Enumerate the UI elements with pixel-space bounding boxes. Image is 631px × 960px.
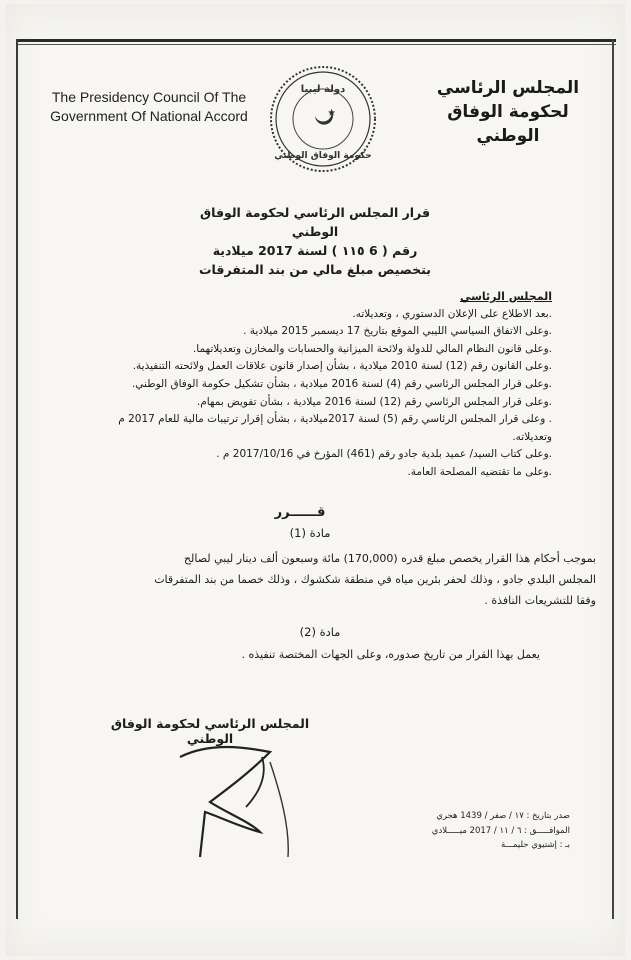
government-seal-icon [268,64,378,174]
top-border-line-thin [16,44,616,45]
preamble-line: .وعلى كتاب السيد/ عميد بلدية جادو رقم (461) المؤرخ في 2017/10/16 م . [216,448,552,461]
english-header-line1: The Presidency Council Of The [51,89,247,105]
arabic-header-line1: المجلس الرئاسي [436,78,580,98]
preamble-line: .وعلى ما تقتضيه المصلحة العامة. [407,465,552,478]
english-header-line2: Government Of National Accord [50,108,248,124]
footer-dates [390,809,570,853]
article1-line: بموجب أحكام هذا القرار يخصص مبلغ قدره (170,000) مائة وسبعون ألف دينار ليبي لصالح [183,552,596,565]
english-header [34,88,264,126]
decision-title [190,203,440,279]
article1-body [40,548,596,611]
preamble-line: . وعلى قرار المجلس الرئاسي رقم (5) لسنة 2017ميلادية ، بشأن إقرار ترتيبات مالية للعام 2017 م [118,413,552,426]
signature-title: المجلس الرئاسي لحكومة الوفاق الوطني [110,716,310,746]
arabic-header-line2: لحكومة الوفاق الوطني [447,102,569,146]
left-border-line [16,39,18,919]
article2-title: مادة (2) [299,625,341,639]
preamble-line: .وعلى الاتفاق السياسي الليبي الموقع بتاريخ 17 ديسمبر 2015 ميلادية . [243,325,552,338]
preamble-line: .وعلى قرار المجلس الرئاسي رقم (12) لسنة 2016 ميلادية ، بشأن تفويض بمهام. [196,395,552,408]
title-line2: رقم ( 6 ١١٥ ) لسنة 2017 ميلادية [212,243,418,258]
article1-line: وفقا للتشريعات النافذة . [484,594,596,607]
preamble-line: .وعلى قرار المجلس الرئاسي رقم (4) لسنة 2016 ميلادية ، بشأن تشكيل حكومة الوفاق الوطني. [131,377,552,390]
title-line3: بتخصيص مبلغ مالي من بند المتفرقات [199,262,431,277]
preamble [92,288,552,482]
preamble-line: .بعد الاطلاع على الإعلان الدستوري ، وتعديلاته. [352,307,552,320]
article2-body: يعمل بهذا القرار من تاريخ صدوره، وعلى الجهات المختصة تنفيذه . [241,648,540,661]
article1-title: مادة (1) [289,526,331,540]
handwritten-signature-icon [150,732,300,862]
preamble-line: وتعديلاته. [512,430,552,443]
footer-issued-date: صدر بتاريخ : ١٧ / صفر / 1439 هجري [436,811,570,821]
arabic-header [418,76,598,148]
seal-bottom-text: حكومة الوفاق الوطني [274,151,372,161]
seal-top-text: دولة ليبيا [300,84,346,95]
preamble-line: .وعلى قانون النظام المالي للدولة ولائحة الميزانية والحسابات والمخازن وتعديلاتهما. [192,342,552,355]
right-border-line [612,39,614,919]
article1-line: المجلس البلدي جادو ، وذلك لحفر بئرين مياه في منطقة شكشوك ، وذلك خصما من بند المتفرقات [154,573,596,586]
footer-prepared-by: بـ : إشتيوي حليمـــة [500,840,570,850]
preamble-heading: المجلس الرئاسي [459,290,552,303]
top-border-line [16,39,616,42]
title-line1: قرار المجلس الرئاسي لحكومة الوفاق الوطني [199,205,431,239]
preamble-line: .وعلى القانون رقم (12) لسنة 2010 ميلادية ، بشأن إصدار قانون علاقات العمل ولائحته التنفيذية. [132,360,552,373]
decided-word: قــــــرر [274,505,326,520]
footer-gregorian-date: الموافـــــق : ٦ / ١١ / 2017 ميـــــلادي [431,825,570,836]
